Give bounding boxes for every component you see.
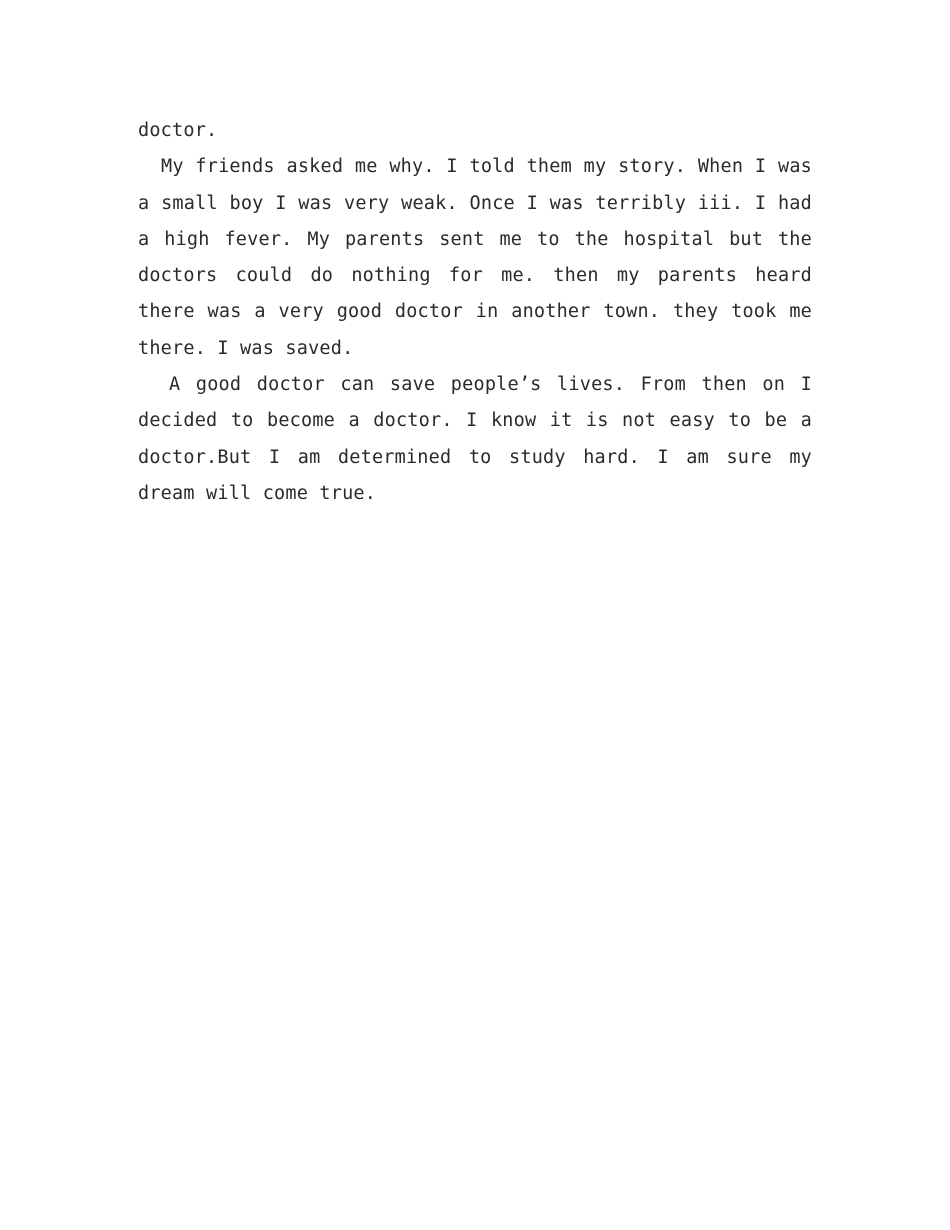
document-body (138, 113, 812, 512)
paragraph-story: My friends asked me why. I told them my story. When I was a small boy I was very weak. Once I was terribly iii. I had a high fever. My parents sent me to the hospital but the doctors could do nothing for me. then my parents heard there was a very good doctor in another town. they took me there. I was saved. (138, 156, 812, 359)
paragraph-continuation: doctor. (138, 120, 218, 141)
paragraph-decision: A good doctor can save people’s lives. From then on I decided to become a doctor. I know it is not easy to be a doctor.But I am determined to study hard. I am sure my dream will come true. (138, 374, 812, 504)
